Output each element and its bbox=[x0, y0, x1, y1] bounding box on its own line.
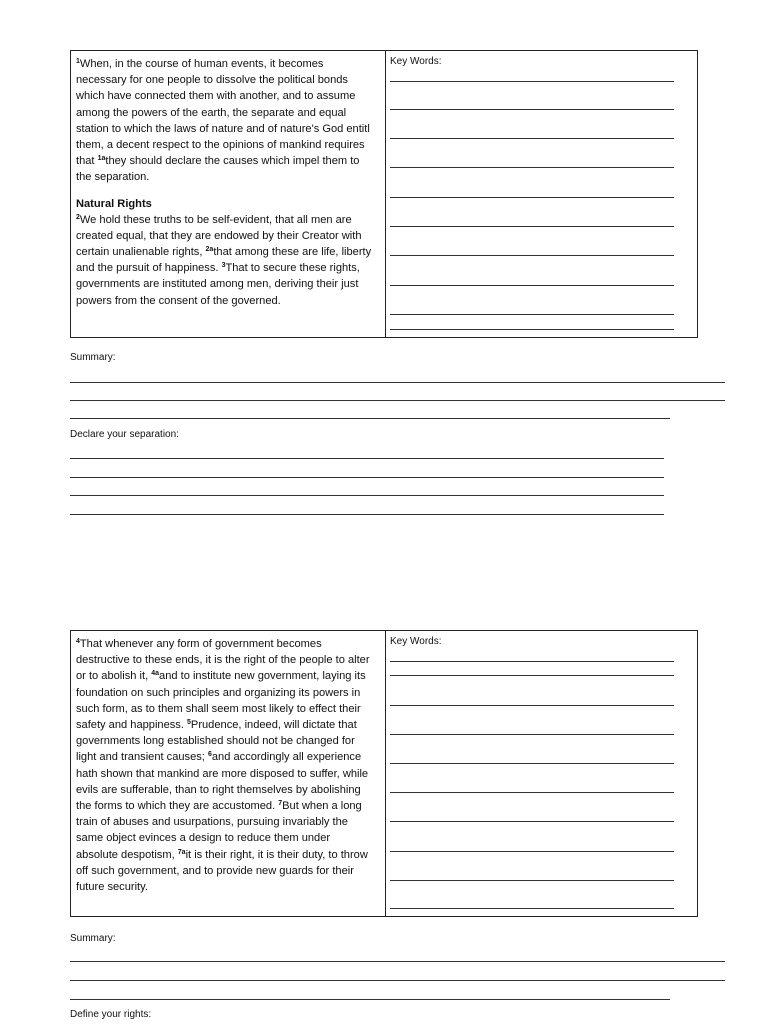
declare-line[interactable] bbox=[70, 495, 664, 496]
summary-line[interactable] bbox=[70, 961, 725, 962]
define-label: Define your rights: bbox=[70, 1009, 152, 1020]
passage-line: governments are instituted among men, deriving their just bbox=[76, 278, 359, 291]
key-word-line[interactable] bbox=[390, 661, 674, 662]
declare-line[interactable] bbox=[70, 477, 664, 478]
passage-line: and the pursuit of happiness. $^3$That to secure these rights, bbox=[76, 262, 360, 275]
passage-line: destructive to these ends, it is the right of the people to alter bbox=[76, 654, 370, 667]
passage-line: hath shown that mankind are more disposed to suffer, while bbox=[76, 767, 369, 780]
passage-line: such form, as to them shall seem most likely to effect their bbox=[76, 702, 361, 715]
declare-label: Declare your separation: bbox=[70, 429, 179, 440]
key-word-line[interactable] bbox=[390, 314, 674, 315]
passage-line: governments long established should not be changed for bbox=[76, 735, 355, 748]
passage-line: or to abolish it, $^{4a}$and to institute new government, laying its bbox=[76, 670, 366, 683]
key-word-line[interactable] bbox=[390, 792, 674, 793]
key-words-panel-1 bbox=[386, 51, 697, 337]
passage-line: foundation on such principles and organizing its powers in bbox=[76, 686, 361, 699]
passage-line: created equal, that they are endowed by their Creator with bbox=[76, 229, 362, 242]
key-word-line[interactable] bbox=[390, 821, 674, 822]
key-words-panel-2 bbox=[386, 631, 697, 916]
summary-label: Summary: bbox=[70, 933, 116, 944]
passage-line: station to which the laws of nature and of nature's God entitl bbox=[76, 122, 370, 135]
declare-line[interactable] bbox=[70, 514, 664, 515]
key-word-line[interactable] bbox=[390, 908, 674, 909]
passage-line: certain unalienable rights, $^{2a}$that among these are life, liberty bbox=[76, 246, 372, 259]
summary-line[interactable] bbox=[70, 999, 670, 1000]
key-word-line[interactable] bbox=[390, 880, 674, 881]
passage-line: off such government, and to provide new guards for their bbox=[76, 864, 354, 877]
passage-line: same object evinces a design to reduce them under bbox=[76, 832, 331, 845]
reading-box-1 bbox=[70, 50, 698, 338]
passage-line: $^1$When, in the course of human events, it becomes bbox=[76, 58, 324, 70]
section-heading: Natural Rights bbox=[76, 197, 152, 210]
key-words-label: Key Words: bbox=[390, 56, 442, 67]
key-word-line[interactable] bbox=[390, 109, 674, 110]
reading-box-2 bbox=[70, 630, 698, 917]
passage-line: them, a decent respect to the opinions of mankind requires bbox=[76, 139, 365, 152]
key-word-line[interactable] bbox=[390, 167, 674, 168]
summary-line[interactable] bbox=[70, 400, 725, 401]
key-word-line[interactable] bbox=[390, 255, 674, 256]
summary-line[interactable] bbox=[70, 382, 725, 383]
passage-line: which have connected them with another, and to assume bbox=[76, 90, 356, 103]
passage-line: safety and happiness. $^5$Prudence, indeed, will dictate that bbox=[76, 719, 357, 732]
passage-1 bbox=[71, 51, 386, 337]
passage-line: that $^{1a}$they should declare the causes which impel them to bbox=[76, 155, 360, 168]
passage-line: necessary for one people to dissolve the political bonds bbox=[76, 74, 348, 87]
passage-line: powers from the consent of the governed. bbox=[76, 294, 281, 307]
passage-line: the separation. bbox=[76, 171, 150, 184]
key-word-line[interactable] bbox=[390, 138, 674, 139]
key-word-line[interactable] bbox=[390, 226, 674, 227]
key-word-line[interactable] bbox=[390, 734, 674, 735]
passage-line: train of abuses and usurpations, pursuing invariably the bbox=[76, 816, 348, 829]
key-words-label: Key Words: bbox=[390, 636, 442, 647]
key-word-line[interactable] bbox=[390, 329, 674, 330]
key-word-line[interactable] bbox=[390, 197, 674, 198]
summary-label: Summary: bbox=[70, 352, 116, 363]
passage-line: among the powers of the earth, the separate and equal bbox=[76, 106, 347, 119]
passage-line: the forms to which they are accustomed. $^7$But when a long bbox=[76, 800, 362, 813]
passage-line: $^4$That whenever any form of government becomes bbox=[76, 638, 322, 650]
key-word-line[interactable] bbox=[390, 763, 674, 764]
passage-line: $^2$We hold these truths to be self-evident, that all men are bbox=[76, 213, 352, 226]
passage-line: absolute despotism, $^{7a}$it is their right, it is their duty, to throw bbox=[76, 848, 368, 861]
key-word-line[interactable] bbox=[390, 81, 674, 82]
declare-line[interactable] bbox=[70, 458, 664, 459]
passage-line: light and transient causes; $^6$and accordingly all experience bbox=[76, 751, 362, 764]
key-word-line[interactable] bbox=[390, 285, 674, 286]
passage-2 bbox=[71, 631, 386, 916]
summary-line[interactable] bbox=[70, 418, 670, 419]
passage-line: future security. bbox=[76, 881, 148, 894]
key-word-line[interactable] bbox=[390, 675, 674, 676]
summary-line[interactable] bbox=[70, 980, 725, 981]
passage-line: evils are sufferable, than to right themselves by abolishing bbox=[76, 783, 361, 796]
key-word-line[interactable] bbox=[390, 851, 674, 852]
key-word-line[interactable] bbox=[390, 705, 674, 706]
